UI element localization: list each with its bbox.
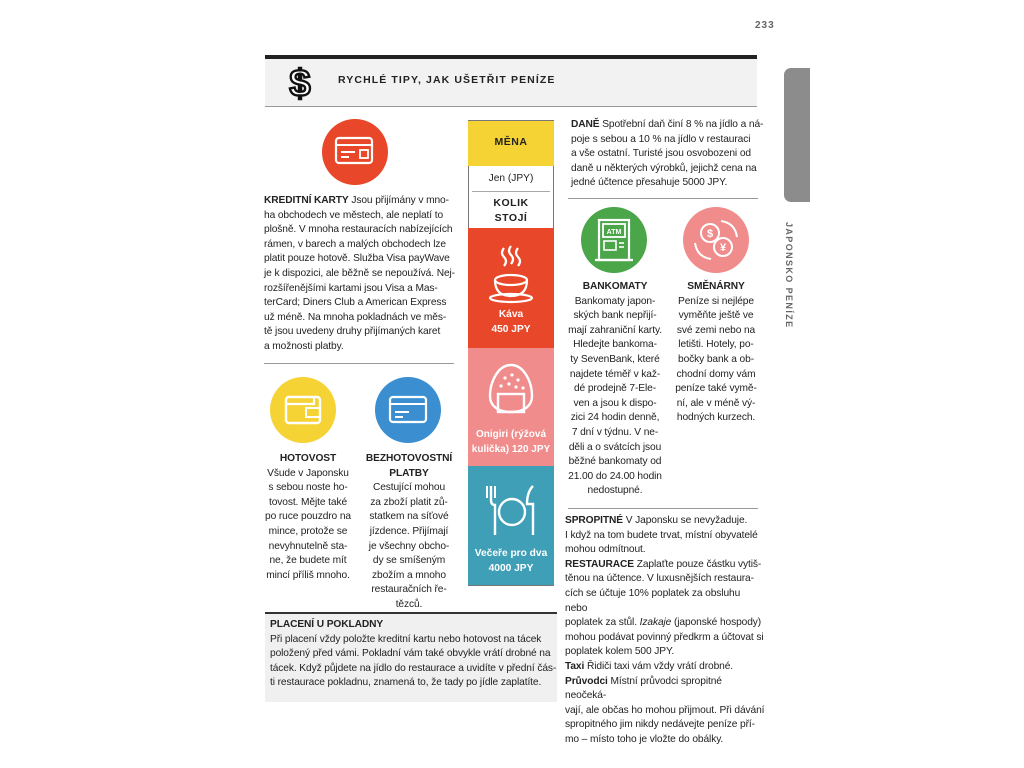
- svg-text:$: $: [706, 228, 714, 240]
- checkout-text: PLACENÍ U POKLADNY Při placení vždy položte kreditní kartu nebo hotovost na tácek položený před vámi. Pokladní vám také obvykle vrátí drobné na tácek. Když půjdete na jídlo do restaurace a uvidíte v přední čás- ti restaurace pokladnu, znamená to, že tady po jídle zaplatíte.: [270, 619, 557, 689]
- page-number: 233: [755, 20, 775, 31]
- header-title: RYCHLÉ TIPY, JAK UŠETŘIT PENÍZE: [338, 74, 556, 86]
- card-icon: [375, 377, 441, 443]
- divider: [568, 198, 758, 199]
- cost-label: KOLIK STOJÍ: [493, 197, 529, 224]
- currency-label: MĚNA: [494, 136, 528, 148]
- exchange-text: SMĚNÁRNY Peníze si nejlépe vyměňte ještě ve své zemi nebo na letišti. Hotely, po- bočky bank a ob- chodní domy vám peníze také vymě- ní, ale v méně vý- hodných kurzech.: [675, 281, 757, 424]
- divider: [568, 508, 758, 509]
- currency-exchange-icon: [683, 207, 749, 273]
- cashless-text: BEZHOTOVOSTNÍ PLATBY Cestující mohou za zboží platit zů- statkem na síťové jízdence. Přijímají je všechny obcho- dy se smíšeným zbožím a mnoho restauračních ře- tězců.: [365, 453, 453, 610]
- svg-text:¥: ¥: [719, 242, 727, 254]
- side-label: JAPONSKO PENÍZE: [784, 222, 794, 329]
- cash-text: HOTOVOST Všude v Japonsku s sebou noste ho- tovost. Mějte také po ruce pouzdro na mince, protože se nevyhnutelně sta- ne, že budete mít mincí příliš mnoho.: [265, 453, 351, 581]
- divider: [264, 363, 454, 364]
- svg-text:ATM: ATM: [606, 229, 622, 236]
- svg-text:$: $: [289, 63, 311, 102]
- tips-text: SPROPITNÉ V Japonsku se nevyžaduje. I když na tom budete trvat, místní obyvatelé mohou odmítnout. RESTAURACE Zaplaťte pouze částku vytiš- těnou na účtence. V luxusnějších restaura- cích se účtuje 10% poplatek za obsluhu nebo poplatek za stůl. Izakaje (japonské hospody) mohou podávat povinný předkrm a účtovat si poplatek kolem 500 JPY. Taxi Řidiči taxi vám vždy vrátí drobné. Průvodci Místní průvodci spropitné neočeká- vají, ale občas ho mohou přijmout. Při dávání spropitného jim nikdy nedávejte peníze pří- mo – místo toho je vložte do obálky.: [565, 515, 765, 745]
- credit-card-icon: [322, 119, 388, 185]
- onigiri-price: Onigiri (rýžová kulička) 120 JPY: [471, 429, 551, 455]
- atm-icon: [581, 207, 647, 273]
- plate-cutlery-icon: [484, 482, 540, 538]
- dinner-price: Večeře pro dva 4000 JPY: [474, 548, 548, 574]
- coffee-cup-icon: [486, 244, 536, 304]
- taxes-text: DANĚ Spotřební daň činí 8 % na jídlo a ná- poje s sebou a 10 % na jídlo v restauraci a vše ostatní. Turisté jsou osvobozeni od daně u některých výrobků, jejichž cena na jedné účtence přesahuje 5000 JPY.: [571, 119, 764, 189]
- atm-text: BANKOMATY Bankomaty japon- ských bank nepřijí- mají zahraniční karty. Hledejte bankoma- ty SevenBank, které najdete téměř v kaž- dé prodejně 7-Ele- ven a jsou k dispo- zici 24 hodin denně, 7 dní v týdnu. V ne- děli a o svátcích jsou běžné bankomaty od 21.00 do 24.00 hodin nedostupné.: [568, 281, 662, 497]
- wallet-icon: [270, 377, 336, 443]
- coffee-price: Káva 450 JPY: [491, 309, 531, 335]
- dollar-icon: [284, 62, 316, 102]
- credit-cards-text: KREDITNÍ KARTY Jsou přijímány v mno- ha obchodech ve městech, ale neplatí to plošně. V mnoha restauracích nabízejících rámen, v barech a malých obchodech lze platit pouze hotově. Služba Visa payWave je k dispozici, ale běžně se nepoužívá. Nej- rozšířenějšími kartami jsou Visa a Mas- terCard; Diners Club a American Express už méně. Na mnoha pokladnách ve měs- tě jsou uvedeny druhy přijímaných karet a možnosti platby.: [264, 195, 455, 352]
- rice-ball-icon: [486, 362, 536, 416]
- currency-value: Jen (JPY): [488, 173, 534, 184]
- divider: [472, 191, 550, 192]
- chapter-tab: [784, 68, 810, 202]
